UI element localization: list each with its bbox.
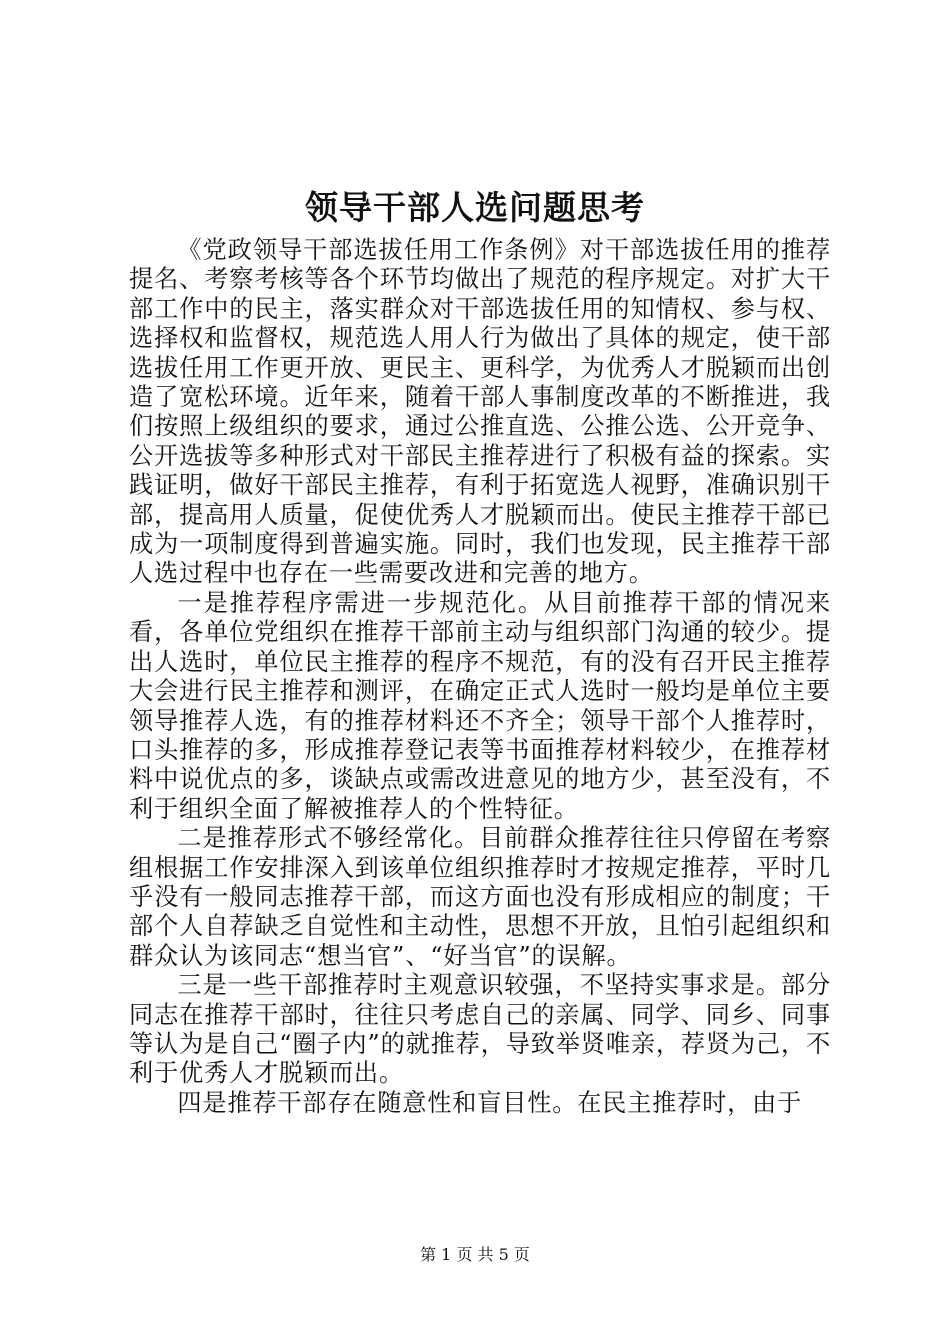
paragraph-intro: 《党政领导干部选拔任用工作条例》对干部选拔任用的推荐提名、考察考核等各个环节均做出了规范的程序规定。对扩大干部工作中的民主，落实群众对干部选拔任用的知情权、参与权、选择权和监督权，规范选人用人行为做出了具体的规定，使干部选拔任用工作更开放、更民主、更科学，为优秀人才脱颖而出创造了宽松环境。近年来，随着干部人事制度改革的不断推进，我们按照上级组织的要求，通过公推直选、公推公选、公开竞争、公开选拔等多种形式对干部民主推荐进行了积极有益的探索。实践证明，做好干部民主推荐，有利于拓宽选人视野，准确识别干部，提高用人质量，促使优秀人才脱颖而出。使民主推荐干部已成为一项制度得到普遍实施。同时，我们也发现，民主推荐干部人选过程中也存在一些需要改进和完善的地方。	[129, 236, 831, 588]
document-body	[129, 236, 831, 1118]
document-title: 领导干部人选问题思考	[305, 188, 645, 227]
paragraph-point-two: 二是推荐形式不够经常化。目前群众推荐往往只停留在考察组根据工作安排深入到该单位组织推荐时才按规定推荐，平时几乎没有一般同志推荐干部，而这方面也没有形成相应的制度；干部个人自荐缺乏自觉性和主动性，思想不开放，且怕引起组织和群众认为该同志“想当官”、“好当官”的误解。	[129, 824, 831, 970]
paragraph-point-three: 三是一些干部推荐时主观意识较强，不坚持实事求是。部分同志在推荐干部时，往往只考虑自己的亲属、同学、同乡、同事等认为是自己“圈子内”的就推荐，导致举贤唯亲，荐贤为己，不利于优秀人才脱颖而出。	[129, 971, 831, 1088]
page-footer: 第 1 页 共 5 页	[420, 1245, 530, 1264]
paragraph-point-one: 一是推荐程序需进一步规范化。从目前推荐干部的情况来看，各单位党组织在推荐干部前主动与组织部门沟通的较少。提出人选时，单位民主推荐的程序不规范，有的没有召开民主推荐大会进行民主推荐和测评，在确定正式人选时一般均是单位主要领导推荐人选，有的推荐材料还不齐全；领导干部个人推荐时，口头推荐的多，形成推荐登记表等书面推荐材料较少，在推荐材料中说优点的多，谈缺点或需改进意见的地方少，甚至没有，不利于组织全面了解被推荐人的个性特征。	[129, 588, 831, 823]
paragraph-point-four: 四是推荐干部存在随意性和盲目性。在民主推荐时，由于	[177, 1088, 803, 1117]
